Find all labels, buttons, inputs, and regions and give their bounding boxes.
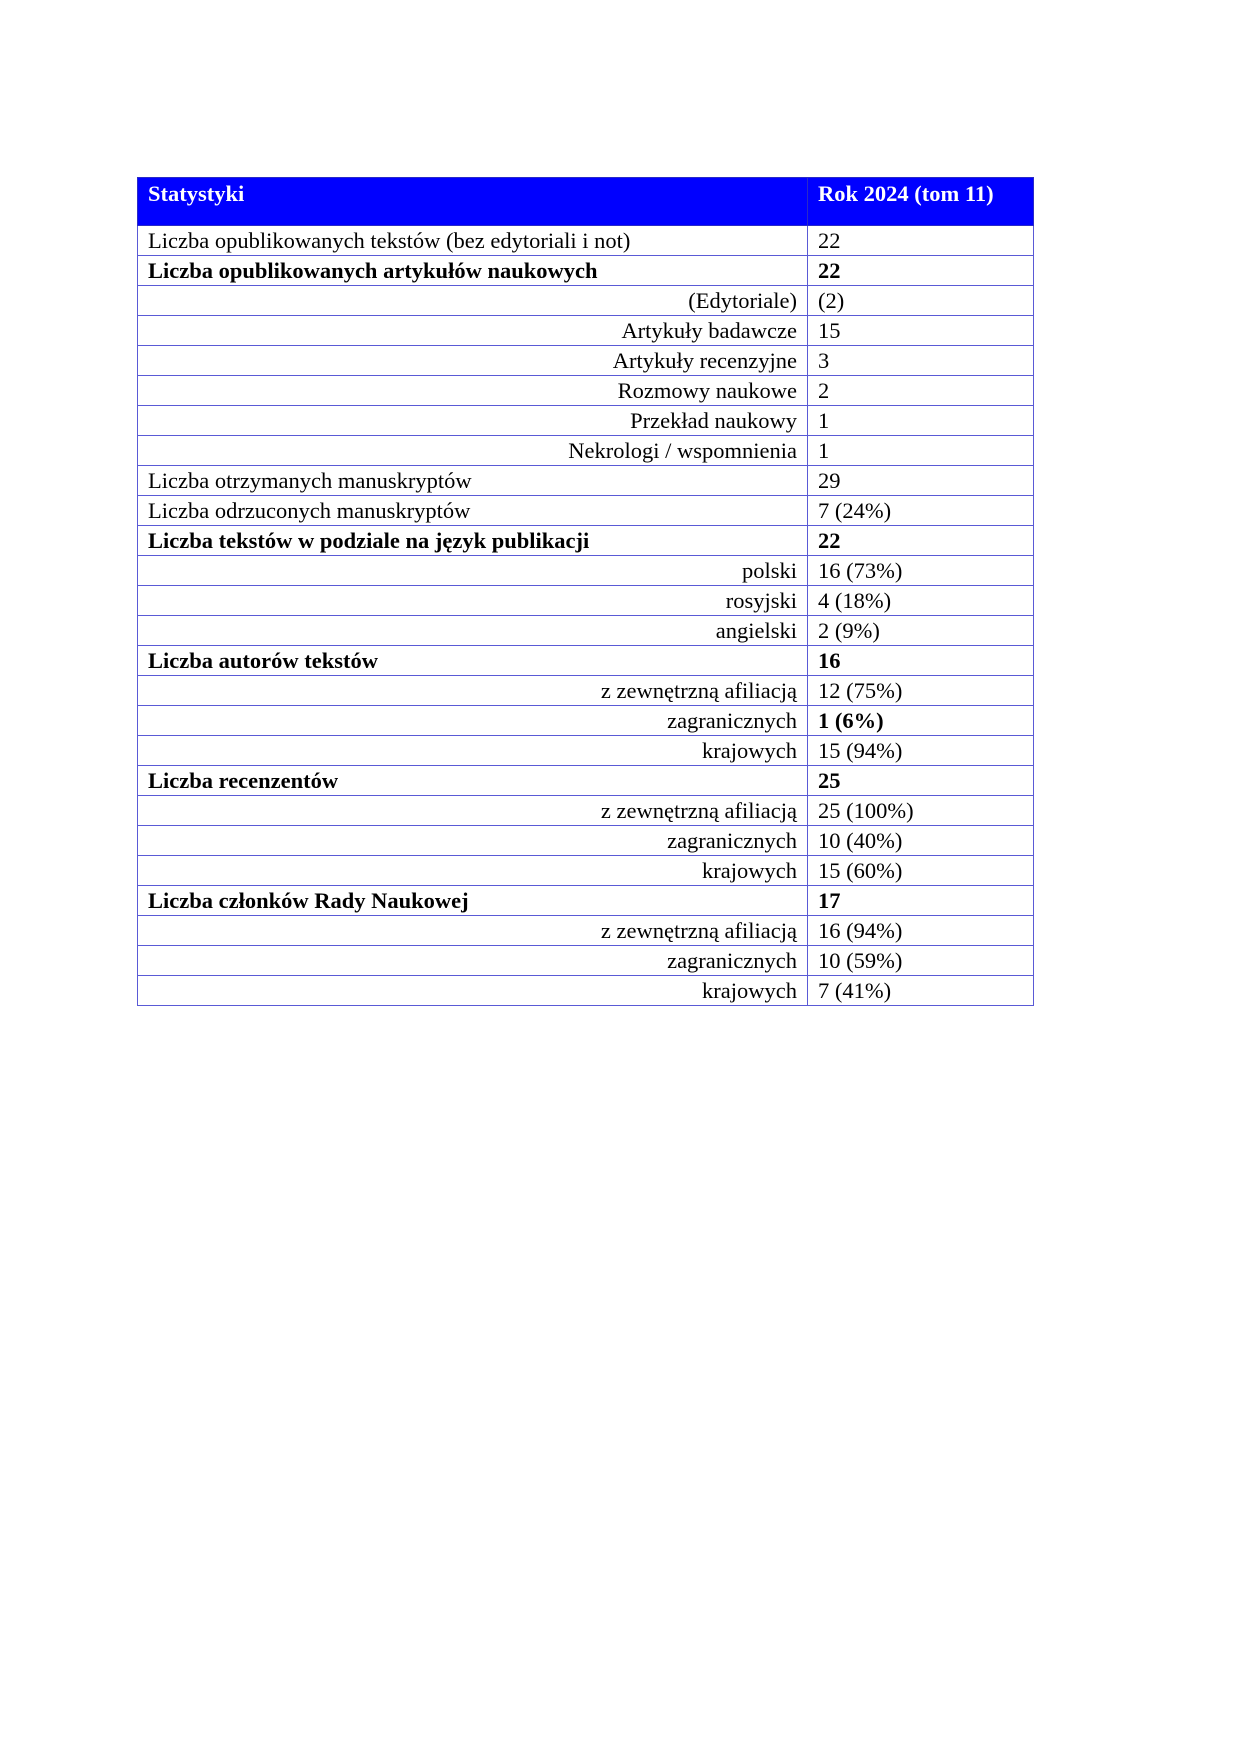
row-label: zagranicznych [138,706,808,736]
row-label: Liczba recenzentów [138,766,808,796]
table-row [138,616,1034,646]
table-header [138,178,1034,226]
table-row [138,256,1034,286]
table-row [138,766,1034,796]
row-value: 10 (59%) [808,946,1034,976]
row-value: 25 (100%) [808,796,1034,826]
row-label: Liczba członków Rady Naukowej [138,886,808,916]
table-row [138,796,1034,826]
header-year: Rok 2024 (tom 11) [808,178,1034,226]
row-value: 1 (6%) [808,706,1034,736]
row-label: krajowych [138,736,808,766]
row-label: (Edytoriale) [138,286,808,316]
row-label: zagranicznych [138,826,808,856]
row-label: Nekrologi / wspomnienia [138,436,808,466]
row-value: 7 (41%) [808,976,1034,1006]
table-row [138,526,1034,556]
table-row [138,676,1034,706]
table-row [138,436,1034,466]
table-row [138,976,1034,1006]
row-label: Przekład naukowy [138,406,808,436]
statistics-table [137,177,1034,1006]
row-value: 29 [808,466,1034,496]
row-value: 15 (94%) [808,736,1034,766]
table-row [138,466,1034,496]
table-row [138,946,1034,976]
table-row [138,376,1034,406]
table-row [138,886,1034,916]
row-value: 15 (60%) [808,856,1034,886]
table-body [138,226,1034,1006]
row-value: 2 (9%) [808,616,1034,646]
row-value: 4 (18%) [808,586,1034,616]
row-label: Liczba otrzymanych manuskryptów [138,466,808,496]
table-row [138,226,1034,256]
table-row [138,286,1034,316]
row-label: krajowych [138,976,808,1006]
table-row [138,856,1034,886]
row-label: krajowych [138,856,808,886]
row-label: angielski [138,616,808,646]
table-row [138,586,1034,616]
row-value: 3 [808,346,1034,376]
row-value: 16 (73%) [808,556,1034,586]
row-label: polski [138,556,808,586]
row-value: 16 (94%) [808,916,1034,946]
row-value: 7 (24%) [808,496,1034,526]
table-row [138,706,1034,736]
row-value: 15 [808,316,1034,346]
row-value: 2 [808,376,1034,406]
row-label: Liczba opublikowanych tekstów (bez edytoriali i not) [138,226,808,256]
row-label: Artykuły recenzyjne [138,346,808,376]
row-value: (2) [808,286,1034,316]
row-label: Rozmowy naukowe [138,376,808,406]
row-label: z zewnętrzną afiliacją [138,676,808,706]
row-label: z zewnętrzną afiliacją [138,916,808,946]
row-label: rosyjski [138,586,808,616]
row-value: 16 [808,646,1034,676]
row-value: 1 [808,436,1034,466]
row-value: 10 (40%) [808,826,1034,856]
table-row [138,496,1034,526]
row-label: z zewnętrzną afiliacją [138,796,808,826]
table-row [138,916,1034,946]
row-label: Artykuły badawcze [138,316,808,346]
table-row [138,736,1034,766]
row-label: Liczba odrzuconych manuskryptów [138,496,808,526]
header-statistics: Statystyki [138,178,808,226]
table-row [138,316,1034,346]
row-value: 22 [808,526,1034,556]
row-value: 1 [808,406,1034,436]
row-value: 22 [808,256,1034,286]
row-value: 25 [808,766,1034,796]
row-label: Liczba autorów tekstów [138,646,808,676]
row-label: Liczba opublikowanych artykułów naukowych [138,256,808,286]
row-value: 12 (75%) [808,676,1034,706]
table-row [138,646,1034,676]
table-row [138,556,1034,586]
row-label: zagranicznych [138,946,808,976]
table-row [138,406,1034,436]
row-value: 17 [808,886,1034,916]
table-row [138,346,1034,376]
row-value: 22 [808,226,1034,256]
table-row [138,826,1034,856]
header-row [138,178,1034,226]
row-label: Liczba tekstów w podziale na język publikacji [138,526,808,556]
